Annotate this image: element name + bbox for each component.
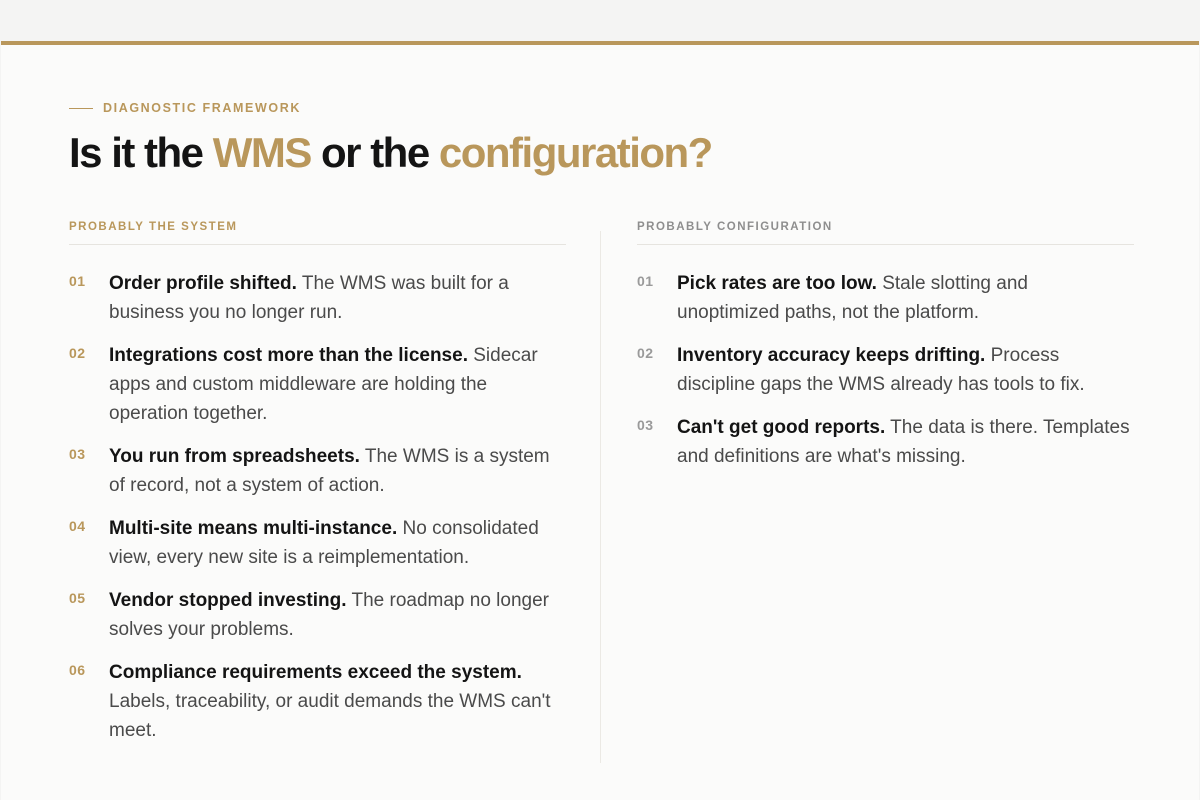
system-list <box>69 269 566 745</box>
item-description: The WMS is a system of record, not a system of action. <box>109 446 550 496</box>
item-description: Labels, traceability, or audit demands the WMS can't meet. <box>109 691 551 741</box>
eyebrow-label: DIAGNOSTIC FRAMEWORK <box>103 101 301 115</box>
column-configuration <box>637 221 1134 485</box>
item-description: The data is there. Templates and definitions are what's missing. <box>677 417 1130 467</box>
item-number: 03 <box>637 417 654 433</box>
list-item <box>69 341 566 428</box>
page-title <box>69 129 712 177</box>
item-text <box>109 586 564 644</box>
section-eyebrow <box>69 101 301 115</box>
item-description: The WMS was built for a business you no longer run. <box>109 273 509 323</box>
item-title: Compliance requirements exceed the system. <box>109 662 522 683</box>
column-heading-configuration: PROBABLY CONFIGURATION <box>637 221 1134 245</box>
item-title: You run from spreadsheets. <box>109 446 360 467</box>
item-number: 02 <box>69 345 86 361</box>
item-text <box>109 269 564 327</box>
item-description: No consolidated view, every new site is a reimplementation. <box>109 518 539 568</box>
column-system <box>69 221 566 759</box>
item-description: The roadmap no longer solves your problems. <box>109 590 549 640</box>
item-description: Stale slotting and unoptimized paths, not the platform. <box>677 273 1028 323</box>
item-number: 05 <box>69 590 86 606</box>
list-item <box>69 442 566 500</box>
eyebrow-rule <box>69 108 93 109</box>
item-text <box>109 442 564 500</box>
title-part-2: or the <box>310 129 439 176</box>
configuration-list <box>637 269 1134 471</box>
item-number: 03 <box>69 446 86 462</box>
item-number: 06 <box>69 662 86 678</box>
list-item <box>69 586 566 644</box>
list-item <box>69 658 566 745</box>
item-text <box>677 341 1132 399</box>
item-text <box>109 658 564 745</box>
item-number: 01 <box>69 273 86 289</box>
title-accent-configuration: configuration? <box>438 129 712 176</box>
title-part-1: Is it the <box>69 129 213 176</box>
item-number: 02 <box>637 345 654 361</box>
item-text <box>677 413 1132 471</box>
list-item <box>69 269 566 327</box>
list-item <box>637 341 1134 399</box>
title-accent-wms: WMS <box>212 129 311 176</box>
item-description: Process discipline gaps the WMS already has tools to fix. <box>677 345 1085 395</box>
list-item <box>637 269 1134 327</box>
framework-card <box>1 41 1199 800</box>
item-text <box>109 514 564 572</box>
item-title: Order profile shifted. <box>109 273 297 294</box>
item-title: Vendor stopped investing. <box>109 590 347 611</box>
list-item <box>69 514 566 572</box>
item-title: Inventory accuracy keeps drifting. <box>677 345 986 366</box>
item-title: Pick rates are too low. <box>677 273 877 294</box>
item-title: Multi-site means multi-instance. <box>109 518 398 539</box>
list-item <box>637 413 1134 471</box>
item-title: Can't get good reports. <box>677 417 886 438</box>
column-divider <box>600 231 601 763</box>
item-text <box>109 341 564 428</box>
column-heading-system: PROBABLY THE SYSTEM <box>69 221 566 245</box>
item-number: 01 <box>637 273 654 289</box>
item-text <box>677 269 1132 327</box>
item-number: 04 <box>69 518 86 534</box>
item-title: Integrations cost more than the license. <box>109 345 468 366</box>
item-description: Sidecar apps and custom middleware are holding the operation together. <box>109 345 538 424</box>
